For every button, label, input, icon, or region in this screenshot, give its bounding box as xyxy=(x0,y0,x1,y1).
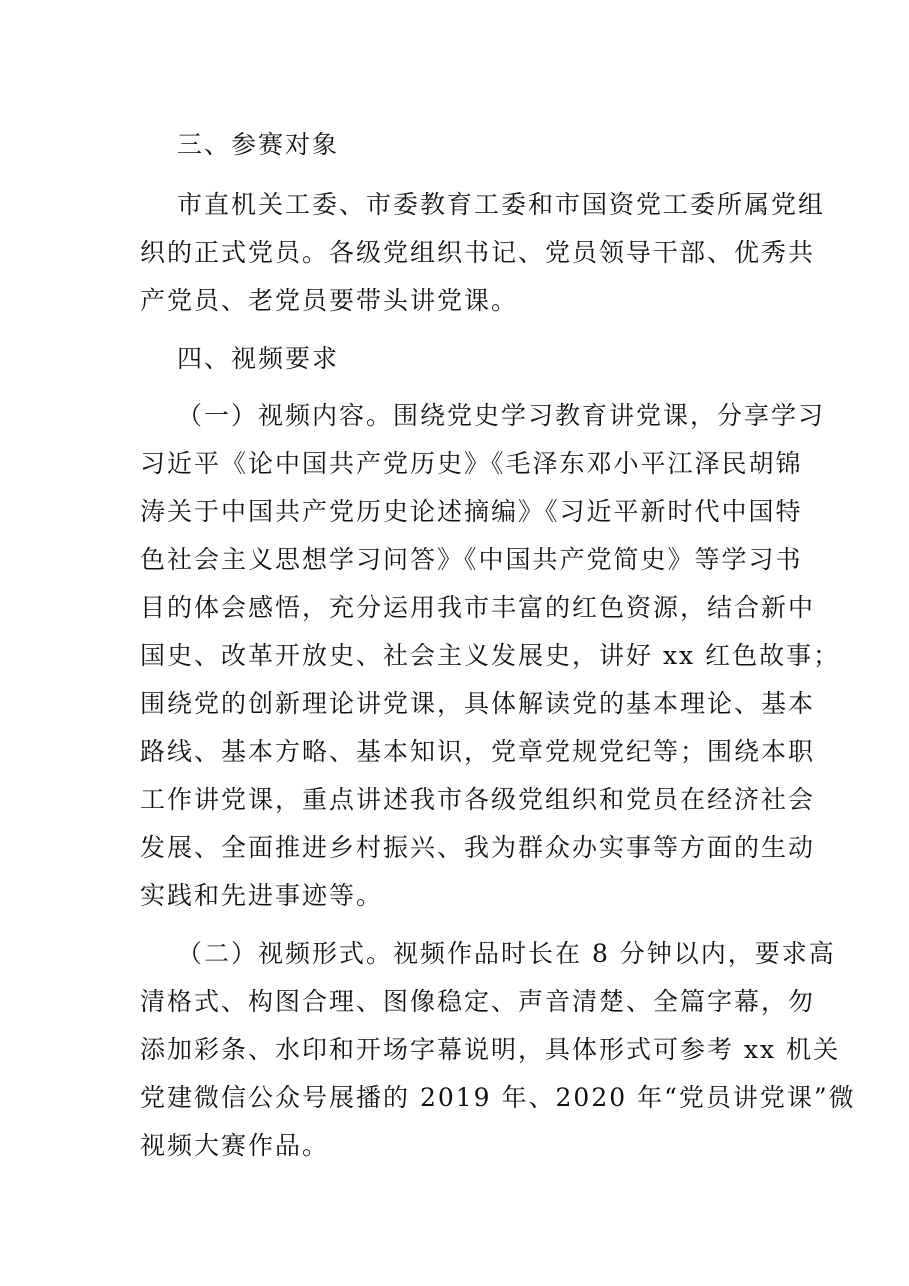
paragraph-line: 市直机关工委、市委教育工委和市国资党工委所属党组 xyxy=(177,190,826,219)
paragraph-line: 实践和先进事迹等。 xyxy=(140,881,384,910)
paragraph-line: 目的体会感悟，充分运用我市丰富的红色资源，结合新中 xyxy=(140,593,816,622)
participants-paragraph xyxy=(140,181,826,325)
section-3-heading xyxy=(140,121,780,169)
paragraph-line: 工作讲党课，重点讲述我市各级党组织和党员在经济社会 xyxy=(140,785,816,814)
paragraph-line: （一）视频内容。围绕党史学习教育讲党课，分享学习 xyxy=(177,401,826,430)
paragraph-line: （二）视频形式。视频作品时长在 8 分钟以内，要求高 xyxy=(177,939,836,968)
paragraph-line: 织的正式党员。各级党组织书记、党员领导干部、优秀共 xyxy=(140,238,816,267)
section-4-heading xyxy=(140,335,780,383)
video-content-paragraph xyxy=(140,392,841,920)
paragraph-line: 发展、全面推进乡村振兴、我为群众办实事等方面的生动 xyxy=(140,833,816,862)
paragraph-line: 清格式、构图合理、图像稳定、声音清楚、全篇字幕，勿 xyxy=(140,987,816,1016)
paragraph-line: 党建微信公众号展播的 2019 年、2020 年“党员讲党课”微 xyxy=(140,1083,856,1112)
paragraph-line: 涛关于中国共产党历史论述摘编》《习近平新时代中国特 xyxy=(140,497,803,526)
paragraph-line: 围绕党的创新理论讲党课，具体解读党的基本理论、基本 xyxy=(140,689,816,718)
video-format-paragraph xyxy=(140,930,856,1170)
paragraph-line: 习近平《论中国共产党历史》《毛泽东邓小平江泽民胡锦 xyxy=(140,449,803,478)
section-4-heading-text: 四、视频要求 xyxy=(177,344,340,373)
paragraph-line: 产党员、老党员要带头讲党课。 xyxy=(140,286,519,315)
paragraph-line: 色社会主义思想学习问答》《中国共产党简史》等学习书 xyxy=(140,545,803,574)
paragraph-line: 路线、基本方略、基本知识，党章党规党纪等；围绕本职 xyxy=(140,737,816,766)
paragraph-line: 视频大赛作品。 xyxy=(140,1131,330,1160)
section-3-heading-text: 三、参赛对象 xyxy=(177,130,340,159)
paragraph-line: 添加彩条、水印和开场字幕说明，具体形式可参考 xx 机关 xyxy=(140,1035,841,1064)
paragraph-line: 国史、改革开放史、社会主义发展史，讲好 xx 红色故事； xyxy=(140,641,841,670)
